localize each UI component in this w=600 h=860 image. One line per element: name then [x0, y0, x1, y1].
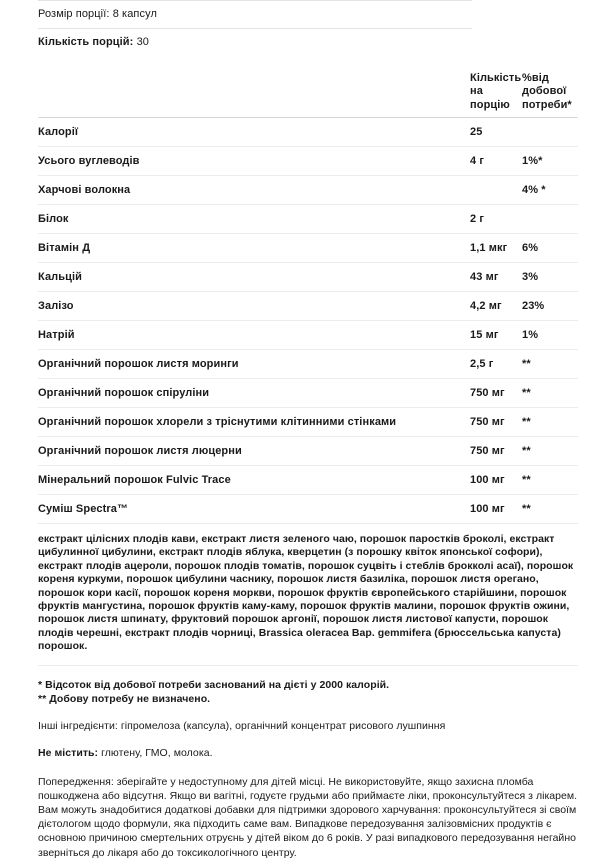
nutrient-daily-value: **	[522, 466, 578, 495]
nutrient-daily-value: 1%	[522, 321, 578, 350]
table-row	[38, 176, 578, 205]
nutrient-amount: 100 мг	[470, 495, 522, 524]
nutrient-name: Вітамін Д	[38, 234, 470, 263]
column-header-daily-value: %від добової потреби*	[522, 56, 578, 118]
nutrient-daily-value: 3%	[522, 263, 578, 292]
nutrient-name: Органічний порошок листя люцерни	[38, 437, 470, 466]
nutrient-amount: 25	[470, 118, 522, 147]
nutrition-facts-table	[38, 56, 578, 524]
nutrient-amount: 750 мг	[470, 408, 522, 437]
column-header-amount-per-serving: Кількість на порцію	[470, 56, 522, 118]
nutrient-name: Залізо	[38, 292, 470, 321]
table-body	[38, 118, 578, 524]
serving-info-block	[38, 0, 472, 56]
nutrient-daily-value: 4% *	[522, 176, 578, 205]
nutrient-amount: 1,1 мкг	[470, 234, 522, 263]
nutrient-amount: 2 г	[470, 205, 522, 234]
footnote-daily-value: * Відсоток від добової потреби заснований на дієті у 2000 калорій.	[38, 678, 390, 691]
warning-paragraph: Попередження: зберігайте у недоступному для дітей місці. Не використовуйте, якщо захисна пломба пошкоджена або відсутня. Якщо ви вагітні, годуєте грудьми або приймаєте ліки, проконсультуйтеся з лікарем. Вам можуть знадобитися додаткові добавки для підтримки здорового харчування: проконсультуйтеся зі своїм дієтологом щодо формули, яка підходить саме вам. Випадкове передозування залізовмісних продуктів є основною причиною смертельних отруєнь у дітей віком до 6 років. У разі випадкового передозування негайно зверніться до лікаря або до токсикологічного центру.	[38, 775, 578, 859]
nutrient-daily-value	[522, 205, 578, 234]
table-row	[38, 321, 578, 350]
table-row	[38, 205, 578, 234]
nutrient-name: Натрій	[38, 321, 470, 350]
nutrient-name: Кальцій	[38, 263, 470, 292]
table-row	[38, 408, 578, 437]
servings-count-value: 30	[136, 36, 150, 48]
serving-size-label: Розмір порції:	[38, 8, 110, 20]
nutrient-daily-value: **	[522, 437, 578, 466]
nutrient-name: Усього вуглеводів	[38, 147, 470, 176]
nutrient-amount: 15 мг	[470, 321, 522, 350]
table-row	[38, 466, 578, 495]
nutrient-amount	[470, 176, 522, 205]
nutrient-daily-value: 23%	[522, 292, 578, 321]
table-row	[38, 147, 578, 176]
nutrient-daily-value: **	[522, 408, 578, 437]
table-header-row	[38, 56, 578, 118]
nutrient-daily-value: **	[522, 495, 578, 524]
nutrient-daily-value: **	[522, 350, 578, 379]
nutrient-name: Білок	[38, 205, 470, 234]
other-ingredients-line: Інші інгредієнти: гіпромелоза (капсула), органічний концентрат рисового лушпиння	[38, 719, 446, 732]
nutrient-name: Органічний порошок хлорели з тріснутими клітинними стінками	[38, 408, 470, 437]
nutrient-amount: 100 мг	[470, 466, 522, 495]
nutrient-amount: 43 мг	[470, 263, 522, 292]
column-header-nutrient	[38, 56, 470, 118]
nutrient-name: Органічний порошок спіруліни	[38, 379, 470, 408]
nutrient-amount: 4,2 мг	[470, 292, 522, 321]
table-row	[38, 379, 578, 408]
table-row	[38, 263, 578, 292]
nutrient-daily-value: 6%	[522, 234, 578, 263]
nutrient-amount: 750 мг	[470, 379, 522, 408]
nutrient-name: Органічний порошок листя моринги	[38, 350, 470, 379]
nutrient-daily-value: **	[522, 379, 578, 408]
serving-size-value: 8 капсул	[112, 8, 157, 20]
contains-value: глютену, ГМО, молока.	[101, 746, 213, 759]
footnotes-block	[38, 678, 578, 706]
contains-label: Не містить:	[38, 746, 99, 759]
nutrient-amount: 2,5 г	[470, 350, 522, 379]
table-header	[38, 56, 578, 118]
servings-per-container-row	[38, 29, 472, 56]
table-row	[38, 118, 578, 147]
table-row	[38, 292, 578, 321]
serving-size-row	[38, 1, 472, 29]
table-row	[38, 350, 578, 379]
nutrient-amount: 4 г	[470, 147, 522, 176]
nutrient-daily-value: 1%*	[522, 147, 578, 176]
nutrient-name: Мінеральний порошок Fulvic Trace	[38, 466, 470, 495]
servings-count-label: Кількість порцій:	[38, 36, 134, 48]
nutrient-amount: 750 мг	[470, 437, 522, 466]
nutrient-daily-value	[522, 118, 578, 147]
table-row	[38, 234, 578, 263]
contains-line	[38, 746, 578, 760]
blend-ingredients-paragraph: екстракт цілісних плодів кави, екстракт листя зеленого чаю, порошок паростків броколі, екстракт цибулинної цибулини, екстракт плодів яблука, кверцетин (з порошку квіток японської софори), екстракт плодів ацероли, порошок плодів томатів, порошок суцвіть і стеблів брокколі асаї), порошок кореня куркуми, порошок цибулини часнику, порошок листя базиліка, порошок листя орегано, порошок кори касії, порошок кореня моркви, порошок фруктів європейського старійшини, порошок фруктів мангустина, порошок фруктів каму-каму, порошок фруктів малини, порошок фруктів ожини, порошок листя шпинату, фруктовий порошок аргонії, порошок листя листової капусти, порошок плодів черешні, екстракт плодів чорниці, Brassica oleracea Bap. gemmifera (брюссельська капуста) порошок.	[38, 533, 578, 666]
nutrient-name: Харчові волокна	[38, 176, 470, 205]
table-row	[38, 495, 578, 524]
nutrient-name: Суміш Spectra™	[38, 495, 470, 524]
nutrient-name: Калорії	[38, 118, 470, 147]
footnote-not-established: ** Добову потребу не визначено.	[38, 692, 211, 705]
table-row	[38, 437, 578, 466]
